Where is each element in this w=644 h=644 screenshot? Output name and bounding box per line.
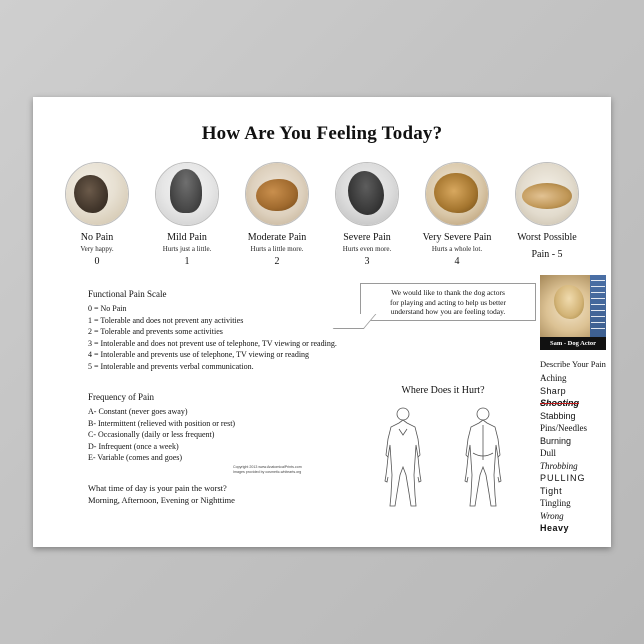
pain-scale-sublabel: Hurts even more. — [342, 245, 392, 253]
pain-scale-item-3 — [325, 162, 409, 267]
frequency-line: E- Variable (comes and goes) — [88, 453, 183, 462]
copyright-line: Copyright 2013 www.AnatomicalPrints.com — [233, 465, 302, 469]
frequency-of-pain-block — [88, 392, 235, 464]
pain-word: Tight — [540, 485, 563, 496]
pain-scale-number: 1 — [184, 256, 190, 267]
pain-scale-sublabel: Hurts a whole lot. — [431, 245, 483, 253]
pain-scale-label: Moderate Pain — [247, 232, 307, 243]
thanks-line: understand how you are feeling today. — [390, 307, 506, 316]
frequency-line: C- Occasionally (daily or less frequent) — [88, 430, 215, 439]
frequency-heading: Frequency of Pain — [88, 392, 154, 402]
pain-scale-item-0 — [55, 162, 139, 267]
pain-word: Wrong — [540, 510, 564, 521]
pain-word: Tingling — [540, 498, 571, 508]
pain-scale-sublabel: Hurts just a little. — [162, 245, 212, 253]
functional-pain-scale-line: 2 = Tolerable and prevents some activities — [88, 327, 223, 336]
worst-time-block — [88, 482, 235, 506]
pain-scale-sublabel: Pain - 5 — [531, 249, 563, 260]
pain-scale-row — [55, 162, 589, 267]
pain-scale-label: Severe Pain — [343, 232, 391, 243]
dog-photo-icon — [335, 162, 399, 226]
pain-scale-number: 2 — [274, 256, 280, 267]
frequency-line: B- Intermittent (relieved with position or rest) — [88, 418, 236, 428]
thanks-line: for playing and acting to help us better — [389, 297, 506, 307]
pain-scale-sublabel: Hurts a little more. — [250, 245, 304, 253]
worst-time-line: What time of day is your pain the worst? — [88, 483, 227, 493]
dog-photo-icon — [155, 162, 219, 226]
where-hurt-heading: Where Does it Hurt? — [401, 385, 485, 396]
pain-scale-item-5 — [505, 162, 589, 267]
pain-word: Shooting — [540, 398, 579, 408]
sam-caption: Sam - Dog Actor — [540, 337, 606, 350]
pain-scale-number: 4 — [454, 256, 460, 267]
describe-heading: Describe Your Pain — [540, 359, 606, 369]
describe-your-pain-block — [540, 359, 611, 535]
pain-word: Burning — [540, 435, 572, 446]
functional-pain-scale-block — [88, 289, 337, 372]
pain-scale-label: No Pain — [80, 232, 114, 243]
functional-pain-scale-line: 4 = Intolerable and prevents use of telephone, TV viewing or reading — [88, 350, 310, 359]
pain-scale-label: Mild Pain — [167, 232, 207, 243]
ruler-icon — [590, 275, 606, 337]
frequency-line: A- Constant (never goes away) — [88, 407, 188, 416]
frequency-line: D- Infrequent (once a week) — [88, 441, 179, 451]
functional-pain-scale-heading: Functional Pain Scale — [88, 289, 167, 299]
pain-scale-label: Worst Possible — [517, 232, 577, 243]
worst-time-line: Morning, Afternoon, Evening or Nighttime — [88, 495, 235, 505]
dog-photo-icon — [65, 162, 129, 226]
dog-photo-icon — [515, 162, 579, 226]
callout-tail — [333, 314, 377, 329]
pain-word: PULLING — [540, 473, 586, 483]
poster — [33, 97, 611, 547]
pain-word: Heavy — [540, 523, 570, 533]
pain-word: Dull — [540, 448, 557, 458]
body-diagrams — [363, 405, 523, 515]
copyright-notice — [233, 465, 302, 475]
functional-pain-scale-line: 3 = Intolerable and does not prevent use of telephone, TV viewing or reading. — [88, 338, 337, 348]
pain-scale-sublabel: Very happy. — [80, 245, 114, 253]
pain-scale-item-2 — [235, 162, 319, 267]
pain-scale-label: Very Severe Pain — [422, 232, 492, 243]
pain-scale-number: 0 — [94, 256, 100, 267]
pain-scale-item-1 — [145, 162, 229, 267]
thank-you-callout — [360, 283, 536, 321]
thanks-line: We would like to thank the dog actors — [391, 288, 505, 297]
dog-photo-icon — [245, 162, 309, 226]
pain-word: Throbbing — [540, 460, 578, 471]
body-back-icon[interactable] — [455, 405, 511, 513]
pain-scale-number: 3 — [364, 256, 370, 267]
pain-word: Sharp — [540, 385, 567, 396]
sam-photo-icon — [540, 275, 606, 337]
dog-photo-icon — [425, 162, 489, 226]
pain-scale-item-4 — [415, 162, 499, 267]
pain-word: Stabbing — [540, 410, 576, 421]
body-front-icon[interactable] — [375, 405, 431, 513]
functional-pain-scale-line: 0 = No Pain — [88, 304, 127, 313]
sam-dog-actor-block — [540, 275, 606, 351]
copyright-line: Images provided by cosmetic-whitearts.org — [233, 470, 302, 474]
pain-word: Pins/Needles — [540, 423, 587, 433]
where-does-it-hurt-block — [363, 385, 523, 396]
pain-word: Aching — [540, 373, 567, 383]
functional-pain-scale-line: 1 = Tolerable and does not prevent any activities — [88, 315, 244, 325]
functional-pain-scale-line: 5 = Intolerable and prevents verbal communication. — [88, 361, 254, 371]
page-title: How Are You Feeling Today? — [201, 123, 443, 144]
